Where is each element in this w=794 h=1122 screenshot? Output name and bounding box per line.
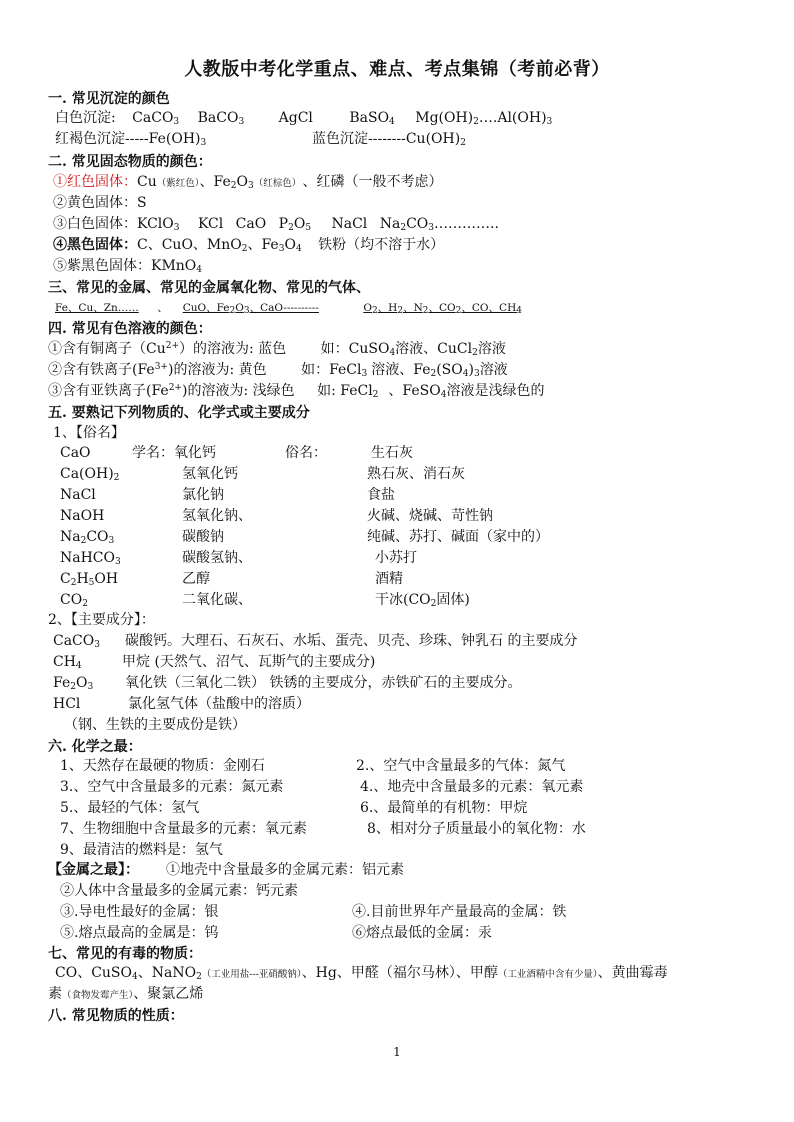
red-solids: ①红色固体：Cu（紫红色）、$Fe_2O_3$（红棕色） 、红磷（一般不考虑）	[53, 174, 443, 191]
chem-superlative: 6.、最简单的有机物：甲烷	[360, 800, 528, 816]
scientific-name: 乙醇	[182, 571, 210, 587]
section-2-heading: 二. 常见固态物质的颜色：	[48, 154, 212, 170]
white-solids: ③白色固体：KClO$_3$ KCl CaO $P_2O_5$ NaCl $Na_2CO_3\dots\dots\dots\dots$..	[53, 216, 499, 233]
chem-superlative: 5.、最轻的气体：氢气	[60, 800, 200, 816]
page-number: 1	[393, 1045, 401, 1059]
formula-naoh: NaOH	[60, 508, 105, 524]
chem-superlative: 7、生物细胞中含量最多的元素：氧元素	[60, 821, 307, 837]
metal-superlative: ②人体中含量最多的金属元素：钙元素	[60, 883, 298, 899]
scientific-name: 碳酸氢钠、	[182, 550, 252, 566]
component-desc: 氯化氢气体（盐酸中的溶质）	[128, 696, 310, 712]
metal-superlative: ③.导电性最好的金属：银	[60, 904, 219, 920]
component-desc: 甲烷 (天然气、沼气、瓦斯气的主要成分)	[122, 654, 376, 670]
steel-note: （钢、生铁的主要成份是铁）	[64, 717, 246, 733]
section-7-heading: 七、常见的有毒的物质：	[48, 946, 202, 962]
metal-superlative: ①地壳中含量最多的金属元素：铝元素	[166, 862, 404, 878]
common-name: 食盐	[367, 487, 395, 503]
page-title: 人教版中考化学重点、难点、考点集锦（考前必背）	[184, 59, 610, 80]
component-desc: 氧化铁（三氧化二铁） 铁锈的主要成分，赤铁矿石的主要成分。	[125, 675, 522, 691]
common-name: 干冰($CO_2$固体)	[375, 592, 470, 609]
scientific-name: 氯化钠	[182, 487, 224, 503]
formula-fe2o3: $Fe_2O_3$	[53, 675, 94, 692]
toxic-substances-line-2: 素（食物发霉产生）、聚氯乙烯	[48, 986, 204, 1002]
section-3-heading: 三、常见的金属、常见的金属氧化物、常见的气体、	[48, 280, 370, 296]
chem-superlative: 3.、空气中含量最多的元素：氮元素	[60, 779, 284, 795]
chem-superlative: 1、天然存在最硬的物质：金刚石	[60, 758, 265, 774]
scientific-name: 氢氧化钙	[182, 466, 238, 482]
formula-ch4: $CH_4$	[53, 654, 82, 671]
scientific-name: 学名：氧化钙	[132, 445, 216, 461]
formula-c2h5oh: $C_2H_5OH$	[60, 571, 119, 588]
common-name: 生石灰	[371, 445, 413, 461]
formula-nacl: NaCl	[60, 487, 96, 503]
white-precipitate-label: 白色沉淀:	[55, 110, 116, 126]
formula-caoh2: $Ca(OH)_2$	[60, 466, 120, 483]
metal-superlative: ⑤.熔点最高的金属是：钨	[60, 925, 219, 941]
common-metals: Fe、Cu、Zn……	[55, 302, 139, 314]
scientific-name: 碳酸钠	[182, 529, 224, 545]
ferrous-ion-solution: ③含有亚铁离子$(Fe^{2+})$的溶液为: 浅绿色 如: FeCl$_2$ 、FeSO$_4$溶液是浅绿色的	[48, 383, 545, 400]
chem-superlative: 8、相对分子质量最小的氧化物：水	[367, 821, 586, 837]
common-name: 火碱、烧碱、苛性钠	[367, 508, 493, 524]
iron-ion-solution: ②含有铁离子$(Fe^{3+})$的溶液为: 黄色 如：FeCl$_3$ 溶液、$Fe_2(SO_4)_3$溶液	[48, 362, 508, 379]
chem-superlative: 9、最清洁的燃料是：氢气	[60, 842, 223, 858]
metal-superlatives-label: 【金属之最】：	[48, 862, 139, 878]
red-solid-label: ①红色固体：	[53, 174, 137, 190]
common-name: 酒精	[375, 571, 403, 587]
section-5-heading: 五. 要熟记下列物质的、化学式或主要成分	[48, 405, 310, 421]
white-precipitates: 白色沉淀: CaCO$_3$ BaCO$_3$ AgCl BaSO$_4$ $Mg(OH)_2\dots.Al(OH)_3$	[55, 110, 553, 127]
formula-hcl: HCl	[53, 696, 81, 712]
formula-nahco3: NaHCO$_3$	[60, 550, 121, 567]
section-1-heading: 一. 常见沉淀的颜色	[48, 91, 170, 107]
component-desc: 碳酸钙。大理石、石灰石、水垢、蛋壳、贝壳、珍珠、钟乳石 的主要成分	[125, 633, 578, 649]
formula-caco3: CaCO$_3$	[53, 633, 100, 650]
chem-superlative: 4.、地壳中含量最多的元素：氧元素	[360, 779, 584, 795]
common-name: 熟石灰、消石灰	[367, 466, 465, 482]
section-4-heading: 四. 常见有色溶液的颜色：	[48, 321, 212, 337]
common-metal-oxides: CuO、$Fe_2O_3$、CaO----------	[182, 302, 319, 316]
formula-na2co3: $Na_2CO_3$	[60, 529, 115, 546]
common-name: 小苏打	[375, 550, 417, 566]
main-components-subheading: 2、【主要成分】：	[48, 612, 155, 628]
metals-oxides-gases: Fe、Cu、Zn…… 、 CuO、$Fe_2O_3$、CaO---------- $O_2$、$H_2$、$N_2$、$CO_2$、CO、$CH_4$	[55, 301, 522, 316]
common-names-subheading: 1、【俗名】	[53, 425, 125, 441]
yellow-solids: ②黄色固体：S	[53, 195, 147, 211]
common-gases: $O_2$、$H_2$、$N_2$、$CO_2$、CO、$CH_4$	[363, 302, 522, 316]
chem-superlative: 2.、空气中含量最多的气体：氮气	[356, 758, 566, 774]
section-8-heading: 八. 常见物质的性质：	[48, 1008, 184, 1024]
formula-cao: CaO	[60, 445, 91, 461]
scientific-name: 氢氧化钠、	[182, 508, 252, 524]
blue-precipitate: 蓝色沉淀$--------Cu(OH)_2$	[312, 131, 466, 148]
metal-superlative: ④.目前世界年产量最高的金属：铁	[352, 904, 567, 920]
common-name: 纯碱、苏打、碱面（家中的）	[367, 529, 549, 545]
formula-co2: $CO_2$	[60, 592, 88, 609]
common-name-label: 俗名：	[285, 445, 327, 461]
section-6-heading: 六. 化学之最：	[48, 739, 142, 755]
toxic-substances-line-1: CO、CuSO$_4$、NaNO$_2$（工业用盐---亚硝酸钠）、Hg、甲醛（福尔马林）、甲醇（工业酒精中含有少量）、黄曲霉毒	[55, 965, 668, 982]
metal-superlative: ⑥熔点最低的金属：汞	[352, 925, 492, 941]
black-solids: ④黑色固体：C、CuO、MnO$_2$、$Fe_3O_4$ 铁粉（均不溶于水）	[53, 237, 445, 254]
purple-black-solids: ⑤紫黑色固体：KMnO$_4$	[53, 258, 203, 275]
copper-ion-solution: ①含有铜离子$(Cu^{2+})$的溶液为: 蓝色 如：CuSO$_4$溶液、CuCl$_2$溶液	[48, 341, 506, 358]
red-brown-precipitate: 红褐色沉淀$-----Fe(OH)_3$	[55, 131, 207, 148]
scientific-name: 二氧化碳、	[182, 592, 252, 608]
